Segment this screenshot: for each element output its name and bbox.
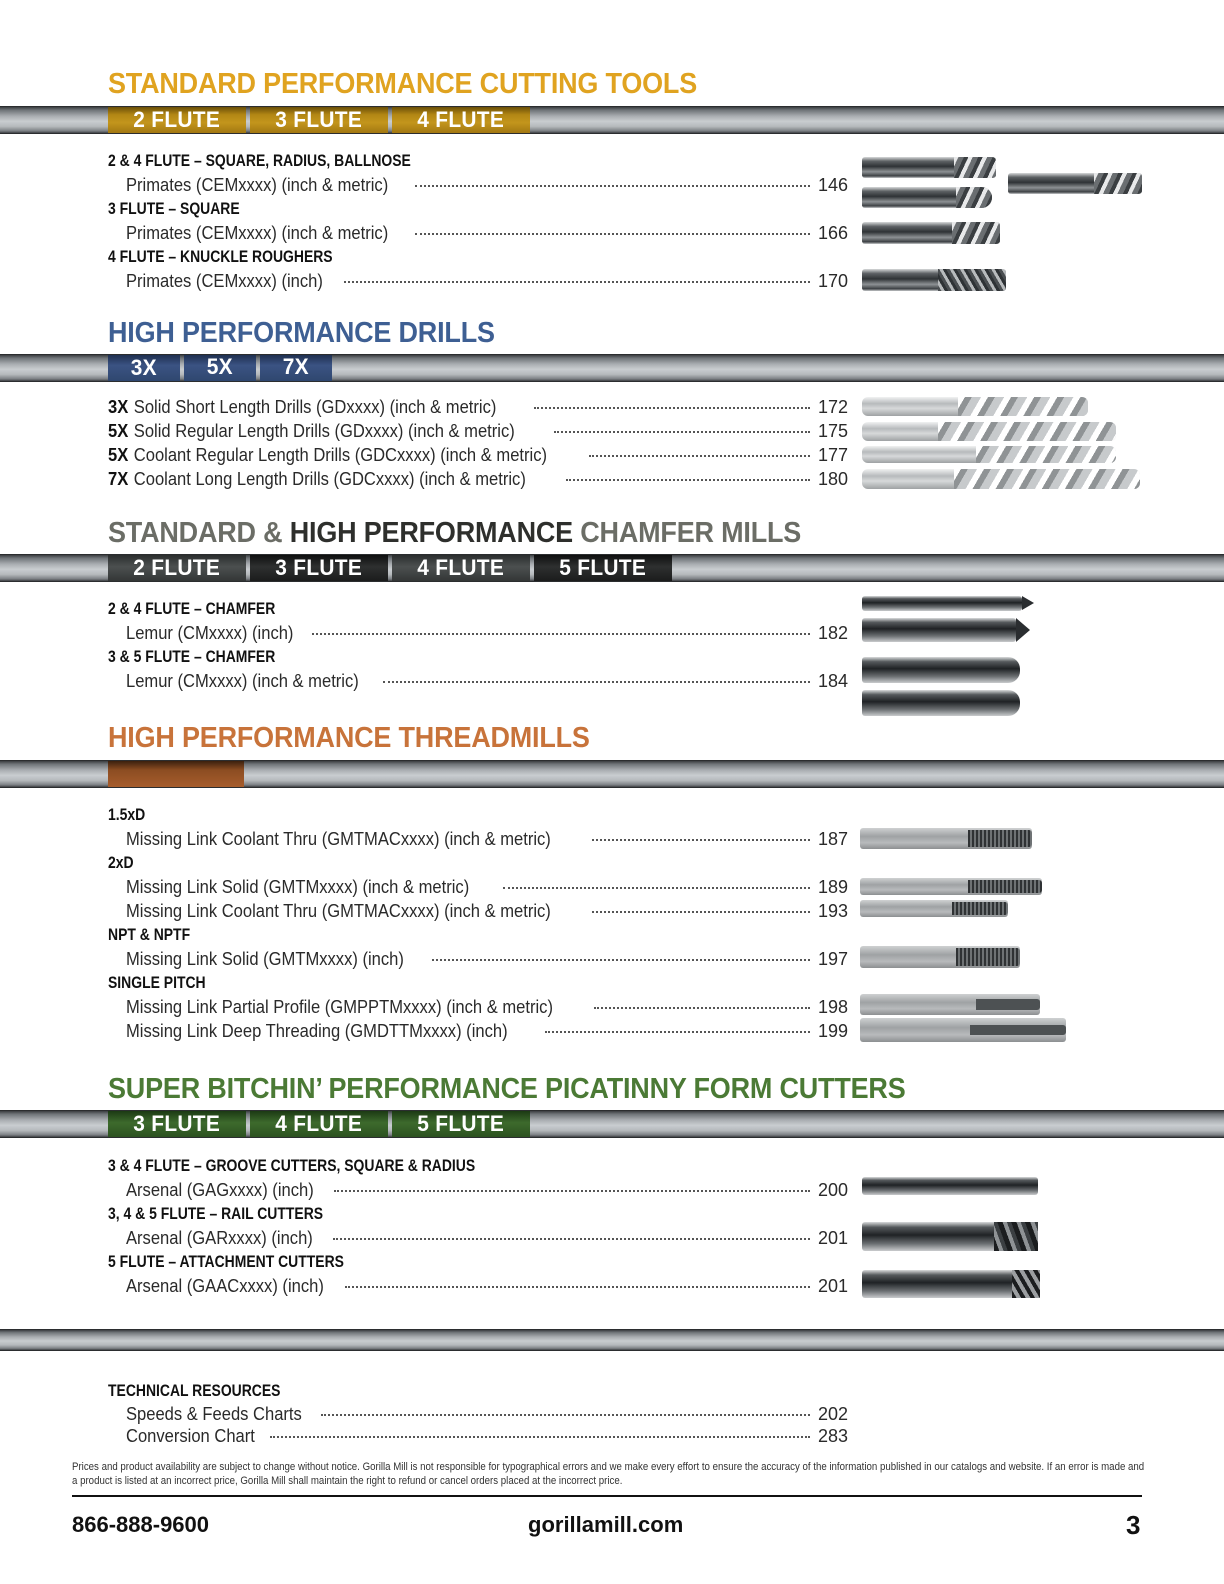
drill-7x-coolant-image	[862, 469, 1140, 489]
section-bar-chamfer-mills	[0, 554, 1224, 582]
entry-label: Speeds & Feeds Charts	[126, 1404, 302, 1424]
toc-entry[interactable]	[108, 899, 848, 923]
end-mill-radius-image	[1008, 173, 1142, 194]
tab-3-flute: 3 FLUTE	[250, 107, 388, 133]
tab-4-flute: 4 FLUTE	[392, 555, 530, 581]
drill-5x-solid-image	[862, 422, 1116, 441]
toc-entry[interactable]	[108, 1425, 848, 1447]
threadmill-partial-profile-image	[860, 994, 1040, 1015]
entry-label: Arsenal (GARxxxx) (inch)	[126, 1228, 313, 1248]
page-number: 172	[817, 397, 848, 417]
knuckle-rougher-image	[862, 269, 1006, 291]
dot-leader	[345, 1286, 810, 1288]
toc-entry[interactable]	[108, 419, 848, 443]
dot-leader	[594, 1007, 810, 1009]
tab-5x: 5X	[184, 355, 256, 381]
entry-label: Lemur (CMxxxx) (inch & metric)	[126, 671, 359, 691]
dot-leader	[432, 959, 810, 961]
dot-leader	[415, 185, 810, 187]
toc-entry[interactable]	[108, 827, 848, 851]
toc-entry[interactable]	[108, 995, 848, 1019]
entry-label: 7X Coolant Long Length Drills (GDCxxxx) (inch & metric)	[108, 469, 526, 489]
title-part-high-performance: HIGH PERFORMANCE	[289, 517, 573, 549]
toc-entry[interactable]	[108, 269, 848, 293]
attachment-cutter-image	[862, 1270, 1040, 1298]
dot-leader	[334, 1190, 810, 1192]
category-heading: TECHNICAL RESOURCES	[108, 1381, 281, 1400]
page-number: 201	[817, 1276, 848, 1296]
tab-strip	[108, 761, 248, 787]
entry-label: Missing Link Deep Threading (GMDTTMxxxx) (inch)	[126, 1021, 508, 1041]
dot-leader	[589, 455, 810, 457]
category-heading: 2 & 4 FLUTE – CHAMFER	[108, 599, 276, 618]
dot-leader	[592, 911, 810, 913]
dot-leader	[534, 407, 810, 409]
groove-cutter-image	[862, 1177, 1038, 1195]
threadmill-npt-image	[860, 946, 1020, 968]
tab-7x: 7X	[260, 355, 332, 381]
end-mill-square-image	[862, 157, 996, 178]
dot-leader	[312, 633, 810, 635]
tab-3x: 3X	[108, 355, 180, 381]
tab-5-flute: 5 FLUTE	[534, 555, 672, 581]
page-number: 175	[817, 421, 848, 441]
dot-leader	[333, 1238, 810, 1240]
section-bar-picatinny	[0, 1110, 1224, 1138]
entry-label: Primates (CEMxxxx) (inch)	[126, 271, 323, 291]
chamfer-mill-3-flute-image	[862, 657, 1020, 683]
length-prefix: 7X	[108, 469, 129, 489]
footer-rule	[72, 1495, 1142, 1497]
entry-label: Missing Link Solid (GMTMxxxx) (inch & metric)	[126, 877, 470, 897]
category-heading: SINGLE PITCH	[108, 973, 206, 992]
toc-list-drills	[108, 395, 848, 491]
toc-list-standard-cutting-tools	[108, 149, 848, 293]
dot-leader	[554, 431, 810, 433]
section-bar-standard-cutting-tools	[0, 106, 1224, 134]
section-title-chamfer-mills	[108, 517, 801, 549]
category-heading: 5 FLUTE – ATTACHMENT CUTTERS	[108, 1252, 344, 1271]
entry-label: Missing Link Solid (GMTMxxxx) (inch)	[126, 949, 404, 969]
toc-entry[interactable]	[108, 1178, 848, 1202]
chamfer-mill-5-flute-image	[862, 690, 1020, 716]
toc-list-picatinny	[108, 1154, 848, 1298]
footer-website-link[interactable]: gorillamill.com	[528, 1512, 684, 1537]
tab-3-flute: 3 FLUTE	[108, 1111, 246, 1137]
length-prefix: 5X	[108, 445, 129, 465]
tab-3-flute: 3 FLUTE	[250, 555, 388, 581]
dot-leader	[566, 479, 810, 481]
toc-entry[interactable]	[108, 947, 848, 971]
toc-entry[interactable]	[108, 875, 848, 899]
entry-label: Missing Link Coolant Thru (GMTMACxxxx) (inch & metric)	[126, 829, 551, 849]
rail-cutter-image	[862, 1222, 1038, 1251]
entry-label: Missing Link Coolant Thru (GMTMACxxxx) (inch & metric)	[126, 901, 551, 921]
threadmill-deep-threading-image	[860, 1018, 1066, 1042]
section-title-standard-cutting-tools: STANDARD PERFORMANCE CUTTING TOOLS	[108, 68, 698, 100]
tab-4-flute: 4 FLUTE	[250, 1111, 388, 1137]
chamfer-mill-2-flute-image	[862, 596, 1022, 611]
toc-entry[interactable]	[108, 669, 848, 693]
tab-threadmill-accent	[108, 761, 244, 787]
toc-entry[interactable]	[108, 1226, 848, 1250]
entry-label: Conversion Chart	[126, 1426, 255, 1446]
toc-list-chamfer-mills	[108, 597, 848, 693]
category-heading: 3 & 4 FLUTE – GROOVE CUTTERS, SQUARE & RADIUS	[108, 1156, 476, 1175]
toc-entry[interactable]	[108, 395, 848, 419]
category-heading: 3 FLUTE – SQUARE	[108, 199, 240, 218]
drill-5x-coolant-image	[862, 446, 1116, 463]
page-number: 199	[817, 1021, 848, 1041]
section-title-drills: HIGH PERFORMANCE DRILLS	[108, 317, 495, 349]
toc-entry[interactable]	[108, 443, 848, 467]
page-number: 198	[817, 997, 848, 1017]
flute-tabs	[108, 1111, 534, 1137]
entry-label: Arsenal (GAACxxxx) (inch)	[126, 1276, 324, 1296]
toc-entry[interactable]	[108, 621, 848, 645]
dot-leader	[545, 1031, 810, 1033]
page-number: 189	[817, 877, 848, 897]
category-heading: 3 & 5 FLUTE – CHAMFER	[108, 647, 276, 666]
toc-entry[interactable]	[108, 221, 848, 245]
page-number: 3	[1126, 1510, 1141, 1540]
flute-tabs	[108, 555, 676, 581]
page-number: 283	[817, 1426, 848, 1446]
disclaimer-text: Prices and product availability are subject to change without notice. Gorilla Mill is not responsible for typographical errors and we make every effort to ensure the accuracy of the information published in our catalogs and website. If an error is made and a product is listed at an incorrect price, Gorilla Mill shall maintain the right to refund or cancel orders placed at the incorrect price.	[72, 1461, 1145, 1487]
entry-label: 5X Solid Regular Length Drills (GDxxxx) (inch & metric)	[108, 421, 515, 441]
entry-label: 5X Coolant Regular Length Drills (GDCxxxx) (inch & metric)	[108, 445, 547, 465]
tab-2-flute: 2 FLUTE	[108, 107, 246, 133]
dot-leader	[344, 281, 810, 283]
entry-label: Arsenal (GAGxxxx) (inch)	[126, 1180, 314, 1200]
toc-list-threadmills	[108, 803, 848, 1043]
category-heading: 2 & 4 FLUTE – SQUARE, RADIUS, BALLNOSE	[108, 151, 411, 170]
entry-label: Lemur (CMxxxx) (inch)	[126, 623, 294, 643]
category-heading: 4 FLUTE – KNUCKLE ROUGHERS	[108, 247, 333, 266]
entry-label: Missing Link Partial Profile (GMPPTMxxxx) (inch & metric)	[126, 997, 553, 1017]
page-number: 184	[817, 671, 848, 691]
flute-tabs	[108, 107, 534, 133]
dot-leader	[503, 887, 810, 889]
category-heading: 2xD	[108, 853, 134, 872]
dot-leader	[415, 233, 810, 235]
page-number: 187	[817, 829, 848, 849]
threadmill-1-5xd-coolant-image	[860, 828, 1032, 849]
page-number: 170	[817, 271, 848, 291]
category-heading: 1.5xD	[108, 805, 146, 824]
title-part-standard: STANDARD &	[108, 517, 290, 549]
chamfer-mill-4-flute-image	[862, 618, 1016, 642]
section-title-picatinny-form-cutters: SUPER BITCHIN’ PERFORMANCE PICATINNY FORM CUTTERS	[108, 1073, 906, 1105]
footer-phone[interactable]: 866-888-9600	[72, 1512, 210, 1537]
dot-leader	[321, 1414, 810, 1416]
toc-entry[interactable]	[108, 1403, 848, 1425]
drill-3x-image	[862, 397, 1088, 416]
length-prefix: 3X	[108, 397, 129, 417]
length-tabs	[108, 355, 336, 381]
toc-entry[interactable]	[108, 467, 848, 491]
length-prefix: 5X	[108, 421, 129, 441]
toc-entry[interactable]	[108, 173, 848, 197]
end-mill-3-flute-image	[862, 222, 1000, 244]
page-number: 146	[817, 175, 848, 195]
category-heading: NPT & NPTF	[108, 925, 191, 944]
page-number: 166	[817, 223, 848, 243]
section-bar-drills	[0, 354, 1224, 382]
divider-bar	[0, 1329, 1224, 1351]
toc-list-technical-resources	[108, 1379, 848, 1447]
tab-2-flute: 2 FLUTE	[108, 555, 246, 581]
threadmill-2xd-solid-image	[860, 878, 1042, 895]
page-number: 200	[817, 1180, 848, 1200]
dot-leader	[383, 681, 810, 683]
toc-entry[interactable]	[108, 1274, 848, 1298]
threadmill-2xd-coolant-image	[860, 900, 1008, 917]
entry-label: 3X Solid Short Length Drills (GDxxxx) (inch & metric)	[108, 397, 497, 417]
toc-entry[interactable]	[108, 1019, 848, 1043]
entry-label: Primates (CEMxxxx) (inch & metric)	[126, 223, 389, 243]
section-bar-threadmills	[0, 760, 1224, 788]
page-number: 193	[817, 901, 848, 921]
page-number: 201	[817, 1228, 848, 1248]
dot-leader	[270, 1436, 810, 1438]
section-title-threadmills: HIGH PERFORMANCE THREADMILLS	[108, 722, 590, 754]
dot-leader	[592, 839, 810, 841]
end-mill-ballnose-image	[862, 187, 992, 208]
page-number: 197	[817, 949, 848, 969]
page-number: 182	[817, 623, 848, 643]
entry-label: Primates (CEMxxxx) (inch & metric)	[126, 175, 389, 195]
tab-4-flute: 4 FLUTE	[392, 107, 530, 133]
page-number: 202	[817, 1404, 848, 1424]
title-part-chamfer-mills: CHAMFER MILLS	[572, 517, 802, 549]
page-number: 180	[817, 469, 848, 489]
category-heading: 3, 4 & 5 FLUTE – RAIL CUTTERS	[108, 1204, 324, 1223]
tab-5-flute: 5 FLUTE	[392, 1111, 530, 1137]
page-number: 177	[817, 445, 848, 465]
